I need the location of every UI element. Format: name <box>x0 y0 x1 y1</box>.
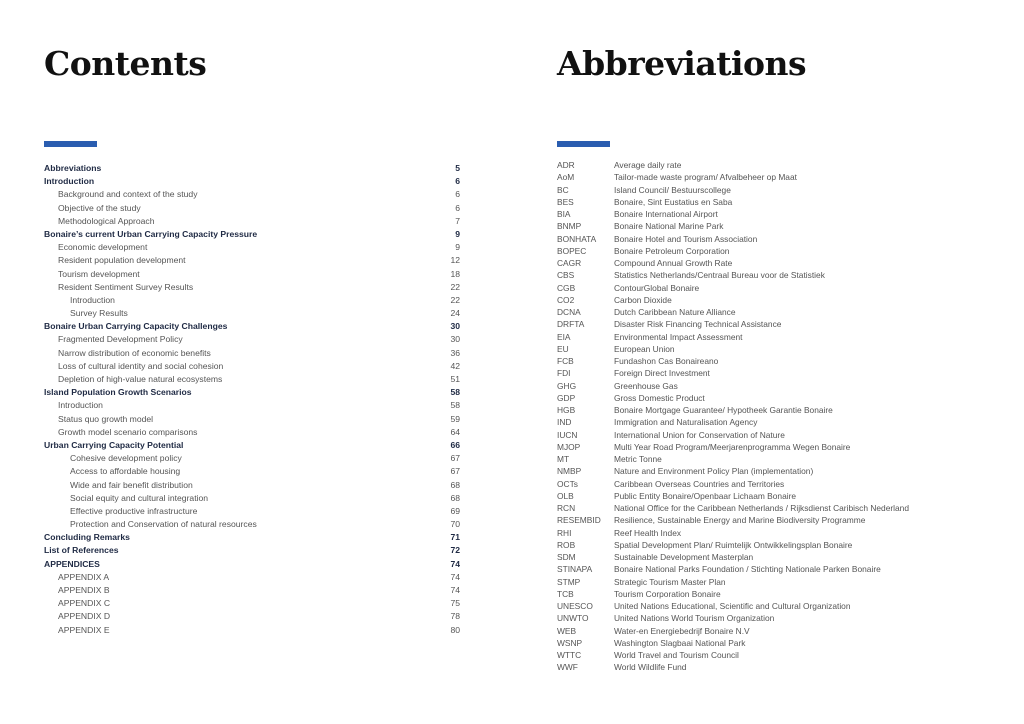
toc-entry-label: Island Population Growth Scenarios <box>44 387 192 398</box>
abbreviation-row <box>557 233 977 245</box>
toc-entry-page: 12 <box>450 255 460 266</box>
toc-entry-page: 68 <box>450 492 460 503</box>
toc-entry-page: 67 <box>450 453 460 464</box>
toc-entry[interactable] <box>44 241 460 254</box>
toc-entry[interactable] <box>44 518 460 531</box>
toc-entry-page: 9 <box>455 228 460 239</box>
toc-entry-page: 66 <box>450 439 460 450</box>
toc-entry-page: 74 <box>450 558 460 569</box>
abbreviation-row <box>557 453 977 465</box>
abbreviation-code: BES <box>557 196 574 207</box>
abbreviation-code: BC <box>557 184 569 195</box>
toc-entry-label: Resident Sentiment Survey Results <box>58 281 194 292</box>
abbreviation-row <box>557 478 977 490</box>
abbreviation-row <box>557 637 977 649</box>
abbreviation-row <box>557 159 977 171</box>
toc-entry[interactable] <box>44 373 460 386</box>
toc-entry[interactable] <box>44 268 460 281</box>
abbreviation-description: European Union <box>614 343 675 354</box>
abbreviation-row <box>557 208 977 220</box>
abbreviation-description: Washington Slagbaai National Park <box>614 637 746 648</box>
abbreviation-row <box>557 576 977 588</box>
toc-entry-page: 24 <box>450 308 460 319</box>
abbreviation-code: UNESCO <box>557 601 593 611</box>
abbreviations-title: Abbreviations <box>557 44 807 83</box>
abbreviation-code: RESEMBID <box>557 515 601 526</box>
abbreviation-description: ContourGlobal Bonaire <box>614 282 700 293</box>
abbreviation-description: United Nations World Tourism Organization <box>614 613 775 624</box>
toc-entry-page: 75 <box>450 598 460 609</box>
abbreviation-code: CGB <box>557 282 576 293</box>
abbreviation-row <box>557 514 977 526</box>
abbreviation-description: Resilience, Sustainable Energy and Marine Biodiversity Programme <box>614 515 866 526</box>
abbreviation-row <box>557 465 977 477</box>
abbreviation-description: World Wildlife Fund <box>614 662 687 673</box>
abbreviation-description: Average daily rate <box>614 160 682 170</box>
toc-entry-page: 6 <box>455 176 460 187</box>
abbreviation-description: Nature and Environment Policy Plan (implementation) <box>614 466 814 477</box>
abbreviation-code: EU <box>557 343 569 354</box>
abbreviation-code: DCNA <box>557 307 581 317</box>
abbreviation-code: ROB <box>557 539 576 550</box>
abbreviation-description: Greenhouse Gas <box>614 380 678 391</box>
toc-entry-label: APPENDIX C <box>58 598 111 609</box>
abbreviation-code: BOPEC <box>557 245 587 256</box>
toc-entry-page: 51 <box>450 374 460 384</box>
abbreviation-row <box>557 318 977 330</box>
abbreviation-row <box>557 429 977 441</box>
toc-entry-label: Bonaire Urban Carrying Capacity Challenges <box>44 321 228 332</box>
toc-entry-label: List of References <box>44 545 119 556</box>
toc-entry-page: 36 <box>450 347 460 358</box>
toc-entry-page: 58 <box>450 400 460 411</box>
toc-entry-label: Depletion of high-value natural ecosystems <box>58 374 223 384</box>
abbreviation-code: IUCN <box>557 429 578 440</box>
abbreviation-description: National Office for the Caribbean Netherlands / Rijksdienst Caribisch Nederland <box>614 503 909 513</box>
abbreviation-description: Bonaire, Sint Eustatius en Saba <box>614 196 733 207</box>
toc-entry-page: 67 <box>450 466 460 477</box>
abbreviation-row <box>557 612 977 624</box>
abbreviation-code: RCN <box>557 503 576 513</box>
abbreviation-code: TCB <box>557 588 574 599</box>
toc-entry[interactable] <box>44 215 460 228</box>
abbreviation-row <box>557 441 977 453</box>
toc-entry[interactable] <box>44 452 460 465</box>
toc-entry-label: Cohesive development policy <box>70 453 182 464</box>
toc-entry[interactable] <box>44 294 460 307</box>
abbreviation-code: BONHATA <box>557 233 597 244</box>
abbreviation-code: WWF <box>557 662 578 673</box>
toc-entry-label: Growth model scenario comparisons <box>58 426 198 437</box>
abbreviation-row <box>557 184 977 196</box>
toc-entry-label: Economic development <box>58 242 148 253</box>
abbreviation-row <box>557 220 977 232</box>
toc-entry-label: Narrow distribution of economic benefits <box>58 347 211 358</box>
abbreviation-description: Spatial Development Plan/ Ruimtelijk Ontwikkelingsplan Bonaire <box>614 539 853 550</box>
contents-accent-bar <box>44 141 97 147</box>
abbreviation-description: Gross Domestic Product <box>614 392 705 403</box>
toc-entry[interactable] <box>44 426 460 439</box>
toc-entry-label: APPENDIX B <box>58 585 110 595</box>
toc-entry-label: Tourism development <box>58 268 140 279</box>
toc-entry-page: 71 <box>450 532 460 543</box>
toc-entry-label: APPENDIX E <box>58 624 110 635</box>
toc-entry-page: 80 <box>450 624 460 635</box>
abbreviation-row <box>557 539 977 551</box>
abbreviation-code: ADR <box>557 160 575 170</box>
toc-entry-page: 70 <box>450 519 460 530</box>
abbreviation-description: Metric Tonne <box>614 454 662 464</box>
toc-entry-page: 6 <box>455 202 460 213</box>
abbreviation-code: CAGR <box>557 258 582 268</box>
abbreviation-description: Statistics Netherlands/Centraal Bureau voor de Statistiek <box>614 270 825 281</box>
abbreviation-code: BIA <box>557 209 571 219</box>
toc-entry-label: Bonaire’s current Urban Carrying Capacity Pressure <box>44 228 258 239</box>
toc-entry-page: 64 <box>450 426 460 437</box>
abbreviation-description: Immigration and Naturalisation Agency <box>614 417 758 428</box>
abbreviation-code: GDP <box>557 392 576 403</box>
abbreviation-description: Foreign Direct Investment <box>614 368 710 379</box>
toc-entry[interactable] <box>44 228 460 241</box>
toc-entry-label: Abbreviations <box>44 163 102 173</box>
abbreviation-description: Bonaire Hotel and Tourism Association <box>614 233 758 244</box>
abbreviation-code: DRFTA <box>557 319 585 330</box>
abbreviation-code: IND <box>557 417 572 428</box>
abbreviation-row <box>557 600 977 612</box>
table-of-contents <box>44 162 460 637</box>
contents-title: Contents <box>44 44 207 83</box>
toc-entry[interactable] <box>44 333 460 346</box>
abbreviation-code: FDI <box>557 368 571 379</box>
toc-entry-label: Access to affordable housing <box>70 466 181 477</box>
toc-entry[interactable] <box>44 624 460 637</box>
abbreviation-row <box>557 490 977 502</box>
abbreviation-row <box>557 551 977 563</box>
abbreviation-row <box>557 380 977 392</box>
toc-entry[interactable] <box>44 610 460 623</box>
toc-entry-page: 18 <box>450 268 460 279</box>
abbreviation-row <box>557 404 977 416</box>
abbreviation-description: Tailor-made waste program/ Afvalbeheer op Maat <box>614 172 797 183</box>
abbreviation-row <box>557 661 977 673</box>
toc-entry-label: Urban Carrying Capacity Potential <box>44 439 184 450</box>
abbreviation-code: OCTs <box>557 478 578 489</box>
abbreviation-description: Bonaire Petroleum Corporation <box>614 245 730 256</box>
abbreviation-row <box>557 171 977 183</box>
toc-entry-label: Wide and fair benefit distribution <box>70 479 193 490</box>
abbreviation-description: Island Council/ Bestuurscollege <box>614 184 731 195</box>
toc-entry-label: Resident population development <box>58 255 186 266</box>
toc-entry[interactable] <box>44 399 460 412</box>
abbreviation-row <box>557 367 977 379</box>
toc-entry-label: Survey Results <box>70 308 128 319</box>
abbreviation-row <box>557 257 977 269</box>
toc-entry-label: APPENDIX A <box>58 571 110 582</box>
abbreviation-description: Sustainable Development Masterplan <box>614 552 754 562</box>
abbreviation-code: CO2 <box>557 294 575 305</box>
toc-entry[interactable] <box>44 571 460 584</box>
toc-entry-page: 68 <box>450 479 460 490</box>
abbreviation-row <box>557 245 977 257</box>
toc-entry[interactable] <box>44 413 460 426</box>
toc-entry-page: 42 <box>450 360 460 371</box>
toc-entry-label: Methodological Approach <box>58 215 155 226</box>
toc-entry[interactable] <box>44 360 460 373</box>
abbreviation-description: Bonaire National Marine Park <box>614 221 724 232</box>
abbreviation-code: STMP <box>557 576 581 587</box>
abbreviation-description: Bonaire National Parks Foundation / Stichting Nationale Parken Bonaire <box>614 564 881 575</box>
toc-entry[interactable] <box>44 254 460 267</box>
abbreviation-description: Public Entity Bonaire/Openbaar Lichaam Bonaire <box>614 490 797 501</box>
abbreviation-description: Water-en Energiebedrijf Bonaire N.V <box>614 625 750 636</box>
abbreviation-description: Reef Health Index <box>614 527 682 538</box>
toc-entry-page: 22 <box>450 294 460 305</box>
abbreviation-description: Environmental Impact Assessment <box>614 331 743 342</box>
toc-entry-page: 7 <box>455 215 460 226</box>
abbreviation-row <box>557 294 977 306</box>
abbreviation-description: Bonaire Mortgage Guarantee/ Hypotheek Garantie Bonaire <box>614 405 833 415</box>
toc-entry-label: APPENDICES <box>44 558 100 569</box>
toc-entry-page: 69 <box>450 505 460 516</box>
toc-entry[interactable] <box>44 386 460 399</box>
abbreviation-code: CBS <box>557 270 575 281</box>
toc-entry-page: 72 <box>450 545 460 556</box>
toc-entry-page: 30 <box>450 321 460 332</box>
abbreviation-row <box>557 355 977 367</box>
abbreviation-row <box>557 269 977 281</box>
abbreviation-code: UNWTO <box>557 613 589 624</box>
toc-entry-label: Introduction <box>44 176 95 187</box>
abbreviation-code: RHI <box>557 527 572 538</box>
abbreviation-code: EIA <box>557 331 571 342</box>
abbreviation-description: Compound Annual Growth Rate <box>614 258 733 268</box>
toc-entry-page: 74 <box>450 585 460 595</box>
toc-entry[interactable] <box>44 347 460 360</box>
abbreviation-description: Multi Year Road Program/Meerjarenprogramma Wegen Bonaire <box>614 441 851 452</box>
abbreviation-code: WTTC <box>557 650 582 660</box>
toc-entry-label: Introduction <box>58 400 103 411</box>
abbreviation-description: Caribbean Overseas Countries and Territories <box>614 478 785 489</box>
toc-entry-page: 5 <box>455 163 460 173</box>
toc-entry[interactable] <box>44 162 460 175</box>
toc-entry-label: Concluding Remarks <box>44 532 130 543</box>
toc-entry-page: 30 <box>450 334 460 345</box>
toc-entry-page: 74 <box>450 571 460 582</box>
abbreviation-description: Tourism Corporation Bonaire <box>614 588 721 599</box>
toc-entry-label: APPENDIX D <box>58 611 111 622</box>
abbreviation-description: Carbon Dioxide <box>614 294 672 305</box>
toc-entry-label: Social equity and cultural integration <box>70 492 209 503</box>
abbreviation-code: AoM <box>557 172 575 183</box>
toc-entry[interactable] <box>44 175 460 188</box>
toc-entry[interactable] <box>44 584 460 597</box>
toc-entry[interactable] <box>44 479 460 492</box>
toc-entry-label: Protection and Conservation of natural resources <box>70 519 257 530</box>
abbreviation-code: WSNP <box>557 637 583 648</box>
abbreviation-row <box>557 196 977 208</box>
abbreviation-description: International Union for Conservation of Nature <box>614 429 785 440</box>
toc-entry[interactable] <box>44 202 460 215</box>
toc-entry[interactable] <box>44 505 460 518</box>
toc-entry-page: 78 <box>450 611 460 622</box>
toc-entry[interactable] <box>44 597 460 610</box>
abbreviations-accent-bar <box>557 141 610 147</box>
toc-entry-label: Loss of cultural identity and social cohesion <box>58 360 224 371</box>
toc-entry-page: 22 <box>450 281 460 292</box>
toc-entry[interactable] <box>44 320 460 333</box>
abbreviation-row <box>557 625 977 637</box>
abbreviation-code: NMBP <box>557 466 582 477</box>
toc-entry-label: Status quo growth model <box>58 413 154 424</box>
abbreviation-row <box>557 563 977 575</box>
abbreviation-description: Strategic Tourism Master Plan <box>614 576 726 587</box>
toc-entry[interactable] <box>44 307 460 320</box>
abbreviation-code: OLB <box>557 490 574 501</box>
abbreviation-code: MJOP <box>557 441 581 452</box>
abbreviation-row <box>557 392 977 404</box>
toc-entry-label: Effective productive infrastructure <box>70 505 198 516</box>
abbreviation-row <box>557 527 977 539</box>
toc-entry[interactable] <box>44 531 460 544</box>
abbreviation-row <box>557 343 977 355</box>
toc-entry-label: Background and context of the study <box>58 189 198 200</box>
abbreviation-code: HGB <box>557 405 576 415</box>
toc-entry-page: 58 <box>450 387 460 398</box>
toc-entry-page: 59 <box>450 413 460 424</box>
toc-entry-page: 9 <box>455 242 460 253</box>
toc-entry[interactable] <box>44 492 460 505</box>
abbreviation-row <box>557 282 977 294</box>
abbreviation-description: Disaster Risk Financing Technical Assistance <box>614 319 782 330</box>
toc-entry[interactable] <box>44 558 460 571</box>
abbreviation-row <box>557 331 977 343</box>
toc-entry-label: Objective of the study <box>58 202 141 213</box>
abbreviation-row <box>557 502 977 514</box>
toc-entry[interactable] <box>44 544 460 557</box>
abbreviation-row <box>557 649 977 661</box>
toc-entry-page: 6 <box>455 189 460 200</box>
abbreviation-code: FCB <box>557 356 574 366</box>
abbreviation-description: World Travel and Tourism Council <box>614 650 739 660</box>
abbreviation-description: Bonaire International Airport <box>614 209 718 219</box>
toc-entry-label: Introduction <box>70 294 115 305</box>
abbreviation-row <box>557 306 977 318</box>
abbreviation-row <box>557 588 977 600</box>
abbreviation-description: Fundashon Cas Bonaireano <box>614 356 719 366</box>
abbreviation-code: STINAPA <box>557 564 593 575</box>
abbreviation-row <box>557 416 977 428</box>
abbreviation-code: MT <box>557 454 570 464</box>
toc-entry[interactable] <box>44 465 460 478</box>
abbreviation-code: GHG <box>557 380 577 391</box>
abbreviation-code: WEB <box>557 625 577 636</box>
toc-entry[interactable] <box>44 281 460 294</box>
abbreviation-code: SDM <box>557 552 576 562</box>
toc-entry-label: Fragmented Development Policy <box>58 334 183 345</box>
abbreviation-description: United Nations Educational, Scientific and Cultural Organization <box>614 601 851 611</box>
abbreviation-code: BNMP <box>557 221 582 232</box>
toc-entry[interactable] <box>44 439 460 452</box>
abbreviations-list <box>557 159 977 674</box>
toc-entry[interactable] <box>44 188 460 201</box>
abbreviation-description: Dutch Caribbean Nature Alliance <box>614 307 736 317</box>
